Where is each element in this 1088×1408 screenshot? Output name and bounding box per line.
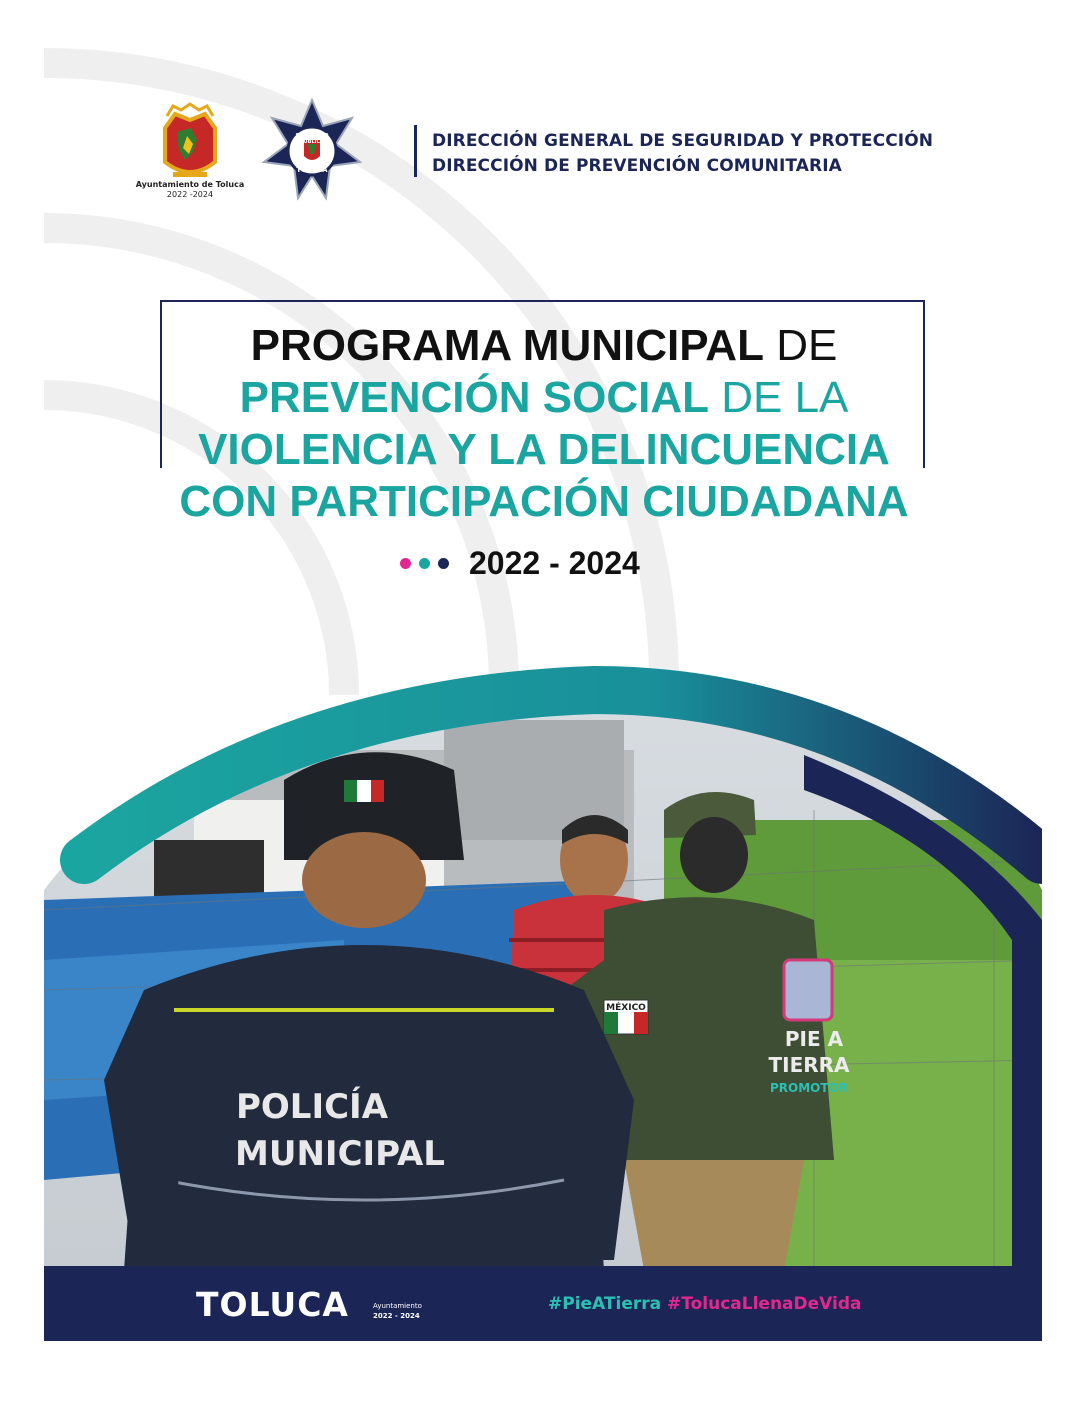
title-years: 2022 - 2024 xyxy=(469,544,640,581)
title-years-row xyxy=(400,543,640,583)
title-line-3 xyxy=(110,424,978,476)
patch-text-mexico: MÉXICO xyxy=(606,1003,646,1013)
title-line-1-bold: PROGRAMA MUNICIPAL xyxy=(250,321,764,370)
title-line-2-rest: DE LA xyxy=(721,373,849,422)
title-line-4-text: CON PARTICIPACIÓN CIUDADANA xyxy=(179,477,909,526)
seguridad-publica-star-logo xyxy=(262,98,362,202)
back-text-pie-a: PIE A xyxy=(784,1027,844,1051)
title-line-4 xyxy=(110,476,978,528)
header-divider xyxy=(414,125,417,177)
teal-dot-icon xyxy=(419,558,430,569)
footer-bar xyxy=(44,1266,1042,1341)
title-line-1-rest: DE xyxy=(776,321,838,370)
back-text-promotor: PROMOTOR xyxy=(769,1081,849,1095)
police-logo-bottom-text: TOLUCA xyxy=(296,166,328,174)
police-logo-top-text: SEGURIDAD PÚBLICA xyxy=(295,133,329,145)
title-line-2-bold: PREVENCIÓN SOCIAL xyxy=(239,373,709,422)
title-frame-top xyxy=(160,300,925,302)
pink-dot-icon xyxy=(400,558,411,569)
footer-sub-label: Ayuntamiento xyxy=(373,1302,422,1310)
cover-photo xyxy=(44,660,1042,1270)
vest-text-policia: POLICÍA xyxy=(235,1087,389,1127)
header-direccion-prevencion: DIRECCIÓN DE PREVENCIÓN COMUNITARIA xyxy=(432,156,842,176)
navy-dot-icon xyxy=(438,558,449,569)
footer-toluca-brand: TOLUCA xyxy=(196,1285,349,1324)
hashtag-pie-a-tierra[interactable]: #PieATierra xyxy=(548,1294,662,1314)
vest-text-municipal: MUNICIPAL xyxy=(235,1134,445,1174)
ayuntamiento-caption-name: Ayuntamiento de Toluca xyxy=(135,180,245,189)
hashtag-toluca-llena-de-vida[interactable]: #TolucaLlenaDeVida xyxy=(667,1294,862,1314)
back-text-tierra: TIERRA xyxy=(768,1053,850,1077)
title-line-2 xyxy=(110,372,978,424)
title-line-1 xyxy=(110,320,978,372)
ayuntamiento-caption-years: 2022 -2024 xyxy=(166,190,214,199)
title-line-3-text: VIOLENCIA Y LA DELINCUENCIA xyxy=(198,425,890,474)
footer-sub-years: 2022 - 2024 xyxy=(373,1312,420,1320)
footer-hashtags xyxy=(548,1294,862,1314)
footer-ayuntamiento-label xyxy=(373,1301,422,1321)
header-direccion-general: DIRECCIÓN GENERAL DE SEGURIDAD Y PROTECCIÓN xyxy=(432,131,934,151)
ayuntamiento-logo-caption xyxy=(128,180,252,200)
